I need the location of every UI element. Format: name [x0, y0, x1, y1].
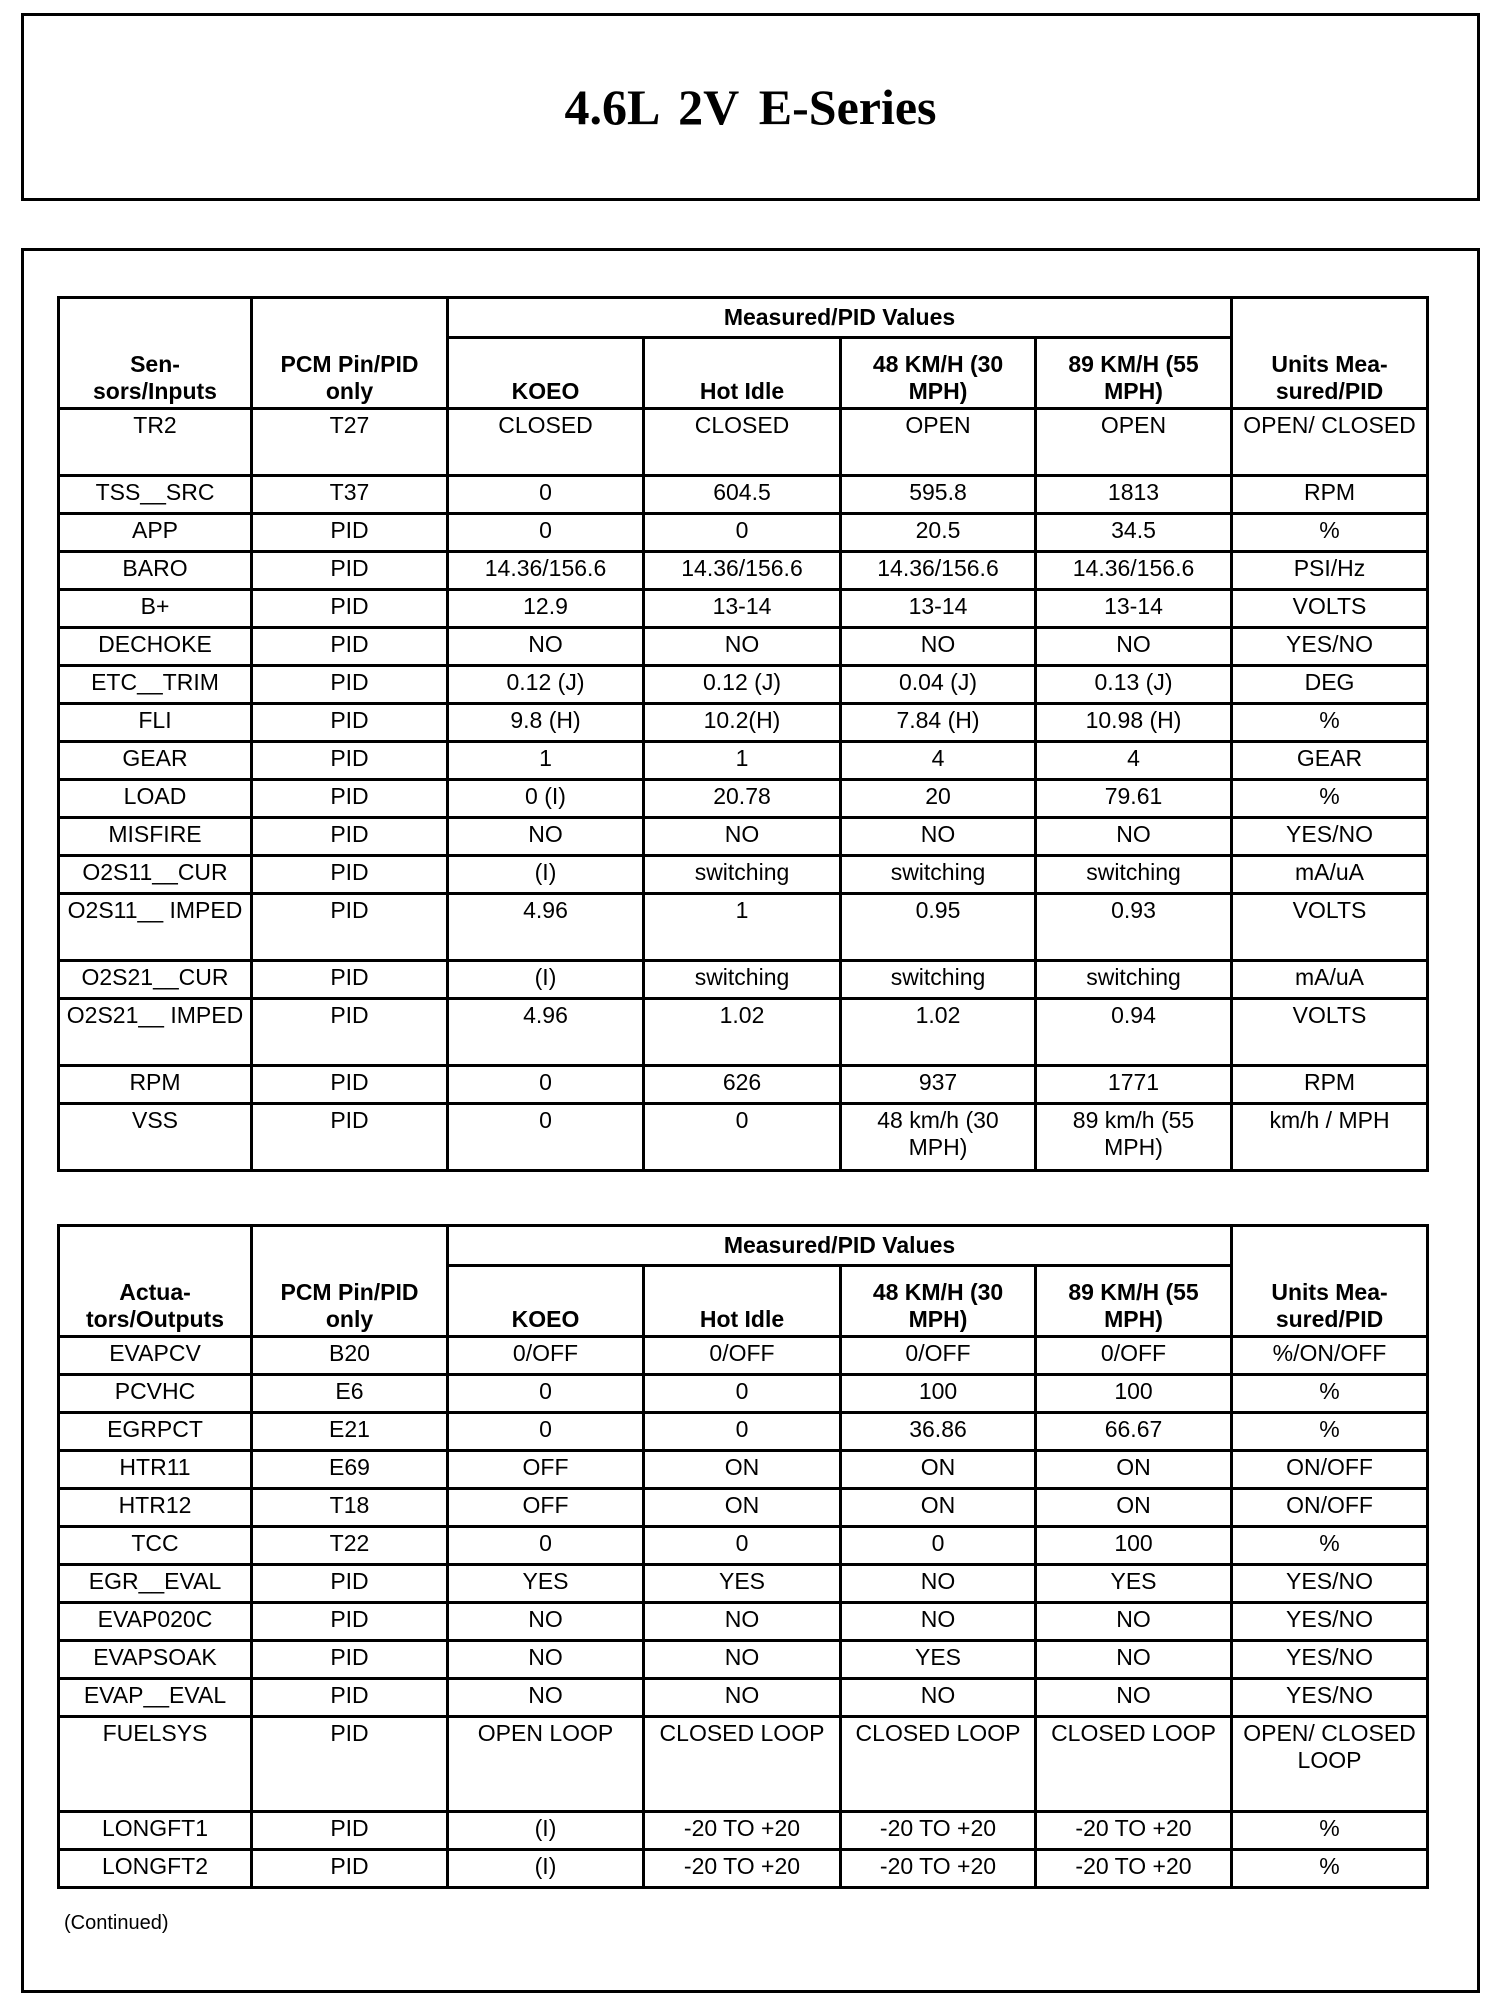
table-cell: 0	[448, 1375, 644, 1413]
table-cell: 10.2(H)	[644, 704, 841, 742]
table-cell: 1	[448, 742, 644, 780]
table-cell: PID	[252, 552, 448, 590]
table-cell: FLI	[59, 704, 252, 742]
table-cell: 4	[1036, 742, 1232, 780]
table-cell: 13-14	[644, 590, 841, 628]
table-cell: FUELSYS	[59, 1717, 252, 1812]
table-cell: PID	[252, 1850, 448, 1888]
table-cell: 626	[644, 1066, 841, 1104]
table-cell: PID	[252, 666, 448, 704]
table-cell: GEAR	[59, 742, 252, 780]
table-cell: VOLTS	[1232, 590, 1428, 628]
table-cell: -20 TO +20	[841, 1850, 1036, 1888]
table-cell: CLOSED LOOP	[1036, 1717, 1232, 1812]
table-row	[59, 1603, 1428, 1641]
table-cell: LOAD	[59, 780, 252, 818]
table-cell: NO	[1036, 1679, 1232, 1717]
table-cell: MISFIRE	[59, 818, 252, 856]
table-cell: switching	[1036, 856, 1232, 894]
table-cell: (I)	[448, 1812, 644, 1850]
table-cell: 13-14	[841, 590, 1036, 628]
table-cell: PID	[252, 780, 448, 818]
column-group-measured-values: Measured/PID Values	[448, 1226, 1232, 1266]
table-cell: %	[1232, 1527, 1428, 1565]
table-cell: 0.13 (J)	[1036, 666, 1232, 704]
table-cell: NO	[644, 628, 841, 666]
header-row	[59, 298, 1428, 338]
table-cell: NO	[448, 1641, 644, 1679]
table-cell: NO	[644, 818, 841, 856]
continued-note: (Continued)	[64, 1912, 169, 1934]
table-cell: 10.98 (H)	[1036, 704, 1232, 742]
table-cell: PID	[252, 742, 448, 780]
column-header-koeo: KOEO	[448, 338, 644, 409]
table-row	[59, 1451, 1428, 1489]
table-cell: BARO	[59, 552, 252, 590]
table-cell: 0	[644, 514, 841, 552]
table-cell: CLOSED LOOP	[841, 1717, 1036, 1812]
table-cell: DECHOKE	[59, 628, 252, 666]
table-cell: 1.02	[644, 999, 841, 1066]
table-cell: 0	[644, 1375, 841, 1413]
table-cell: NO	[1036, 1641, 1232, 1679]
table-cell: 0/OFF	[841, 1337, 1036, 1375]
table-cell: ON	[841, 1451, 1036, 1489]
table-cell: YES/NO	[1232, 818, 1428, 856]
table-row	[59, 1717, 1428, 1812]
table-cell: -20 TO +20	[841, 1812, 1036, 1850]
column-header-units: Units Mea- sured/PID	[1232, 298, 1428, 409]
table-cell: OPEN/ CLOSED LOOP	[1232, 1717, 1428, 1812]
table-cell: OPEN/ CLOSED	[1232, 409, 1428, 476]
table-cell: CLOSED	[448, 409, 644, 476]
table-cell: km/h / MPH	[1232, 1104, 1428, 1171]
table-cell: 66.67	[1036, 1413, 1232, 1451]
table-row	[59, 1850, 1428, 1888]
table-cell: APP	[59, 514, 252, 552]
table-cell: PSI/Hz	[1232, 552, 1428, 590]
table-cell: NO	[1036, 818, 1232, 856]
table-cell: O2S11__ IMPED	[59, 894, 252, 961]
table-cell: 595.8	[841, 476, 1036, 514]
table-row	[59, 552, 1428, 590]
table-cell: T18	[252, 1489, 448, 1527]
table-cell: %	[1232, 704, 1428, 742]
table-cell: 1813	[1036, 476, 1232, 514]
table-cell: PID	[252, 961, 448, 999]
table-cell: (I)	[448, 856, 644, 894]
table-cell: NO	[841, 1679, 1036, 1717]
table-cell: 1	[644, 742, 841, 780]
table-cell: HTR12	[59, 1489, 252, 1527]
table-row	[59, 1641, 1428, 1679]
table-cell: switching	[644, 856, 841, 894]
table-cell: NO	[644, 1679, 841, 1717]
table-cell: EVAP020C	[59, 1603, 252, 1641]
column-header-name: Sen- sors/Inputs	[59, 298, 252, 409]
table-cell: 0	[644, 1413, 841, 1451]
table-cell: 604.5	[644, 476, 841, 514]
table-cell: 0/OFF	[1036, 1337, 1232, 1375]
table-row	[59, 514, 1428, 552]
table-cell: T27	[252, 409, 448, 476]
table-cell: T22	[252, 1527, 448, 1565]
table-cell: E21	[252, 1413, 448, 1451]
table-cell: T37	[252, 476, 448, 514]
table-cell: PID	[252, 590, 448, 628]
table-cell: HTR11	[59, 1451, 252, 1489]
table-cell: TCC	[59, 1527, 252, 1565]
table-cell: ON	[841, 1489, 1036, 1527]
table-cell: YES	[644, 1565, 841, 1603]
table-cell: 1771	[1036, 1066, 1232, 1104]
header-row	[59, 1226, 1428, 1266]
table-cell: 89 km/h (55 MPH)	[1036, 1104, 1232, 1171]
table-cell: 4.96	[448, 999, 644, 1066]
table-cell: EVAP__EVAL	[59, 1679, 252, 1717]
table-row	[59, 1679, 1428, 1717]
table-cell: EVAPCV	[59, 1337, 252, 1375]
table-cell: YES/NO	[1232, 1603, 1428, 1641]
table-cell: EVAPSOAK	[59, 1641, 252, 1679]
table-cell: 100	[841, 1375, 1036, 1413]
table-row	[59, 1375, 1428, 1413]
table-cell: PID	[252, 1812, 448, 1850]
table-row	[59, 666, 1428, 704]
table-cell: PID	[252, 1679, 448, 1717]
table-cell: PID	[252, 1641, 448, 1679]
table-cell: 0.12 (J)	[644, 666, 841, 704]
column-header-hot-idle: Hot Idle	[644, 1266, 841, 1337]
table-cell: YES	[1036, 1565, 1232, 1603]
table-cell: -20 TO +20	[644, 1812, 841, 1850]
table-cell: (I)	[448, 1850, 644, 1888]
table-cell: ON	[1036, 1489, 1232, 1527]
sensors-inputs-table	[57, 296, 1429, 1172]
table-cell: PID	[252, 628, 448, 666]
table-cell: 12.9	[448, 590, 644, 628]
table-cell: switching	[1036, 961, 1232, 999]
table-cell: EGRPCT	[59, 1413, 252, 1451]
table-cell: 0	[448, 1527, 644, 1565]
table-cell: PID	[252, 704, 448, 742]
table-cell: %/ON/OFF	[1232, 1337, 1428, 1375]
column-header-koeo: KOEO	[448, 1266, 644, 1337]
table-row	[59, 999, 1428, 1066]
table-cell: NO	[448, 628, 644, 666]
table-cell: PID	[252, 894, 448, 961]
table-cell: YES/NO	[1232, 628, 1428, 666]
table-cell: 0.12 (J)	[448, 666, 644, 704]
table-cell: VOLTS	[1232, 894, 1428, 961]
table-cell: PID	[252, 1565, 448, 1603]
table-cell: 100	[1036, 1375, 1232, 1413]
table-cell: 14.36/156.6	[1036, 552, 1232, 590]
table-cell: NO	[1036, 628, 1232, 666]
table-cell: 0	[644, 1527, 841, 1565]
table-cell: PID	[252, 1603, 448, 1641]
table-cell: LONGFT1	[59, 1812, 252, 1850]
table-cell: 0	[841, 1527, 1036, 1565]
table-cell: E69	[252, 1451, 448, 1489]
column-header-pcm-pin: PCM Pin/PID only	[252, 1226, 448, 1337]
table-cell: NO	[448, 818, 644, 856]
table-cell: 0	[448, 514, 644, 552]
table-cell: 0.95	[841, 894, 1036, 961]
table-cell: RPM	[1232, 476, 1428, 514]
table-cell: OFF	[448, 1489, 644, 1527]
table-row	[59, 894, 1428, 961]
table-cell: VSS	[59, 1104, 252, 1171]
table-cell: 937	[841, 1066, 1036, 1104]
table-row	[59, 409, 1428, 476]
table-cell: 0	[448, 1104, 644, 1171]
table-row	[59, 1489, 1428, 1527]
table-cell: 14.36/156.6	[448, 552, 644, 590]
table-cell: -20 TO +20	[644, 1850, 841, 1888]
column-header-48-kmh: 48 KM/H (30 MPH)	[841, 1266, 1036, 1337]
table-cell: O2S21__ IMPED	[59, 999, 252, 1066]
table-cell: OPEN LOOP	[448, 1717, 644, 1812]
table-row	[59, 961, 1428, 999]
table-row	[59, 704, 1428, 742]
table-cell: 0	[448, 1413, 644, 1451]
table-cell: 0	[448, 476, 644, 514]
table-cell: LONGFT2	[59, 1850, 252, 1888]
table-cell: (I)	[448, 961, 644, 999]
table-row	[59, 856, 1428, 894]
table-row	[59, 628, 1428, 666]
table-cell: %	[1232, 1413, 1428, 1451]
table-cell: mA/uA	[1232, 856, 1428, 894]
table-cell: CLOSED LOOP	[644, 1717, 841, 1812]
table-cell: 79.61	[1036, 780, 1232, 818]
column-group-measured-values: Measured/PID Values	[448, 298, 1232, 338]
title-box	[21, 13, 1480, 201]
table-cell: EGR__EVAL	[59, 1565, 252, 1603]
table-cell: 20.5	[841, 514, 1036, 552]
table-row	[59, 1337, 1428, 1375]
table-cell: PID	[252, 1104, 448, 1171]
table-cell: OPEN	[841, 409, 1036, 476]
column-header-48-kmh: 48 KM/H (30 MPH)	[841, 338, 1036, 409]
table-cell: PID	[252, 514, 448, 552]
table-cell: VOLTS	[1232, 999, 1428, 1066]
table-cell: TSS__SRC	[59, 476, 252, 514]
table-cell: 14.36/156.6	[841, 552, 1036, 590]
table-cell: -20 TO +20	[1036, 1850, 1232, 1888]
table-cell: NO	[448, 1679, 644, 1717]
table-cell: DEG	[1232, 666, 1428, 704]
table-cell: NO	[644, 1603, 841, 1641]
table-cell: %	[1232, 1812, 1428, 1850]
column-header-89-kmh: 89 KM/H (55 MPH)	[1036, 338, 1232, 409]
table-cell: GEAR	[1232, 742, 1428, 780]
table-cell: NO	[644, 1641, 841, 1679]
table-cell: 48 km/h (30 MPH)	[841, 1104, 1036, 1171]
table-cell: OFF	[448, 1451, 644, 1489]
page-title: 4.6L 2V E-Series	[564, 79, 937, 135]
table-cell: 4.96	[448, 894, 644, 961]
column-header-89-kmh: 89 KM/H (55 MPH)	[1036, 1266, 1232, 1337]
table-row	[59, 1104, 1428, 1171]
table-cell: ON	[644, 1489, 841, 1527]
table-cell: 0	[448, 1066, 644, 1104]
table-cell: NO	[448, 1603, 644, 1641]
table-cell: PID	[252, 1066, 448, 1104]
table-cell: -20 TO +20	[1036, 1812, 1232, 1850]
table-cell: 13-14	[1036, 590, 1232, 628]
table-cell: 36.86	[841, 1413, 1036, 1451]
table-cell: E6	[252, 1375, 448, 1413]
table-cell: RPM	[1232, 1066, 1428, 1104]
table-cell: ON	[1036, 1451, 1232, 1489]
table-cell: 20.78	[644, 780, 841, 818]
table-cell: NO	[841, 818, 1036, 856]
table-row	[59, 780, 1428, 818]
table-cell: switching	[841, 961, 1036, 999]
table-cell: B+	[59, 590, 252, 628]
table-cell: 1	[644, 894, 841, 961]
table-cell: YES/NO	[1232, 1679, 1428, 1717]
table-row	[59, 1413, 1428, 1451]
table-cell: YES/NO	[1232, 1641, 1428, 1679]
table-cell: 0.04 (J)	[841, 666, 1036, 704]
table-cell: 0 (I)	[448, 780, 644, 818]
table-cell: 100	[1036, 1527, 1232, 1565]
table-cell: ON	[644, 1451, 841, 1489]
table-cell: 20	[841, 780, 1036, 818]
actuators-outputs-table	[57, 1224, 1429, 1889]
table-cell: PID	[252, 818, 448, 856]
table-row	[59, 1066, 1428, 1104]
table-cell: NO	[841, 1565, 1036, 1603]
table-cell: 4	[841, 742, 1036, 780]
table-cell: PCVHC	[59, 1375, 252, 1413]
table-cell: %	[1232, 780, 1428, 818]
table-cell: YES	[841, 1641, 1036, 1679]
table-row	[59, 1812, 1428, 1850]
table-cell: %	[1232, 1375, 1428, 1413]
table-row	[59, 476, 1428, 514]
table-cell: 0/OFF	[644, 1337, 841, 1375]
table-row	[59, 1565, 1428, 1603]
table-row	[59, 818, 1428, 856]
table-cell: OPEN	[1036, 409, 1232, 476]
table-cell: %	[1232, 1850, 1428, 1888]
table-cell: 0	[644, 1104, 841, 1171]
table-cell: O2S21__CUR	[59, 961, 252, 999]
table-row	[59, 742, 1428, 780]
table-cell: ON/OFF	[1232, 1489, 1428, 1527]
table-cell: PID	[252, 999, 448, 1066]
table-cell: NO	[1036, 1603, 1232, 1641]
table-row	[59, 1527, 1428, 1565]
table-cell: CLOSED	[644, 409, 841, 476]
table-cell: YES/NO	[1232, 1565, 1428, 1603]
table-cell: 34.5	[1036, 514, 1232, 552]
table-cell: YES	[448, 1565, 644, 1603]
table-cell: PID	[252, 856, 448, 894]
table-row	[59, 590, 1428, 628]
table-cell: mA/uA	[1232, 961, 1428, 999]
column-header-name: Actua- tors/Outputs	[59, 1226, 252, 1337]
table-cell: 14.36/156.6	[644, 552, 841, 590]
column-header-pcm-pin: PCM Pin/PID only	[252, 298, 448, 409]
table-cell: 0/OFF	[448, 1337, 644, 1375]
table-cell: B20	[252, 1337, 448, 1375]
table-cell: NO	[841, 628, 1036, 666]
column-header-hot-idle: Hot Idle	[644, 338, 841, 409]
table-cell: 9.8 (H)	[448, 704, 644, 742]
table-cell: switching	[644, 961, 841, 999]
table-cell: 7.84 (H)	[841, 704, 1036, 742]
table-cell: TR2	[59, 409, 252, 476]
table-cell: RPM	[59, 1066, 252, 1104]
table-cell: NO	[841, 1603, 1036, 1641]
table-cell: 0.94	[1036, 999, 1232, 1066]
table-cell: 0.93	[1036, 894, 1232, 961]
table-cell: O2S11__CUR	[59, 856, 252, 894]
table-cell: 1.02	[841, 999, 1036, 1066]
table-cell: ON/OFF	[1232, 1451, 1428, 1489]
column-header-units: Units Mea- sured/PID	[1232, 1226, 1428, 1337]
table-cell: PID	[252, 1717, 448, 1812]
table-cell: %	[1232, 514, 1428, 552]
table-cell: ETC__TRIM	[59, 666, 252, 704]
table-cell: switching	[841, 856, 1036, 894]
